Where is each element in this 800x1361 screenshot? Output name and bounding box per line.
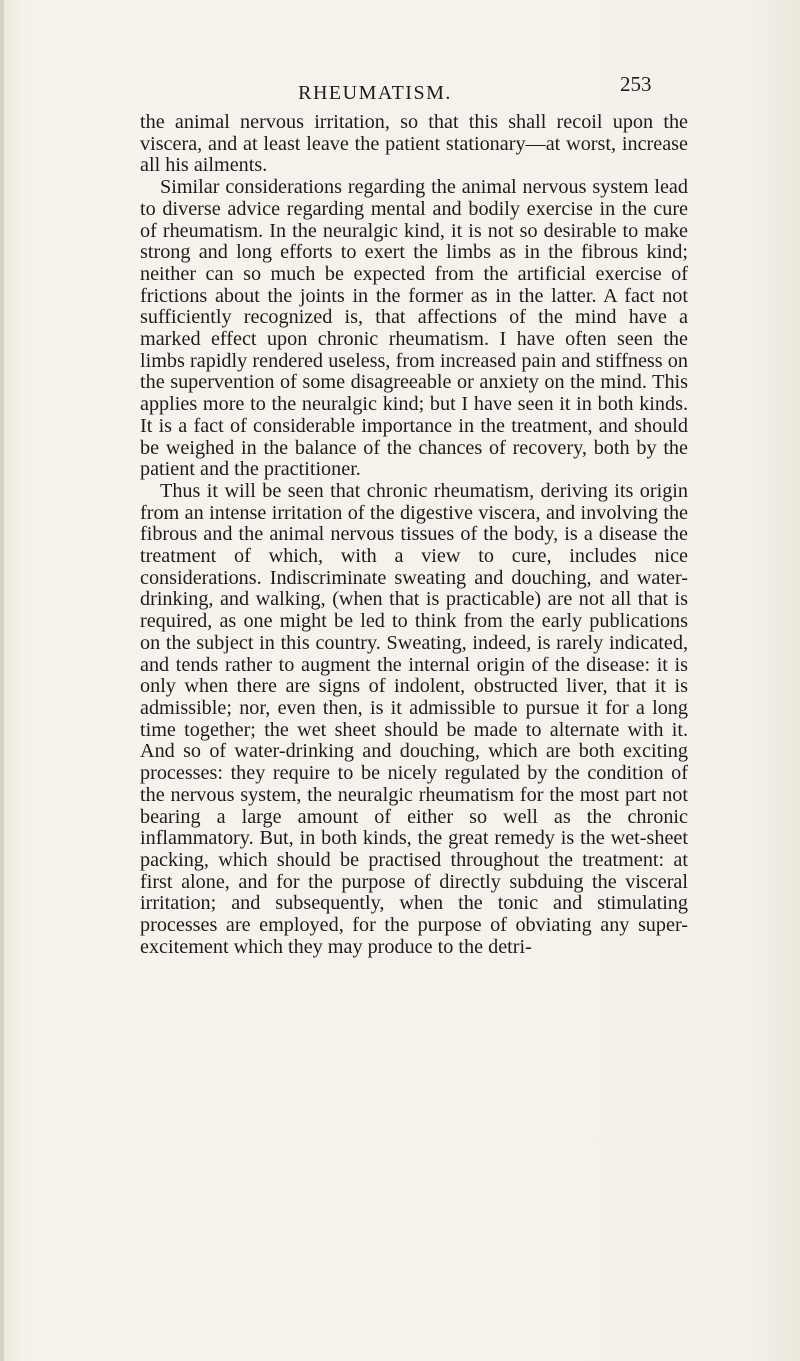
body-text [140,112,688,958]
running-head-title: RHEUMATISM. [298,82,452,104]
paragraph-2: Similar considerations regarding the animal nervous system lead to diverse advice regarding mental and bodily exercise in the cure of rheumatism. In the neuralgic kind, it is not so desirable to make strong and long efforts to exert the limbs as in the fibrous kind; neither can so much be expected from the artificial exercise of frictions about the joints in the former as in the latter. A fact not sufficiently recognized is, that affections of the mind have a marked effect upon chronic rheumatism. I have often seen the limbs rapidly rendered useless, from increased pain and stiffness on the supervention of some disagreeable or anxiety on the mind. This applies more to the neuralgic kind; but I have seen it in both kinds. It is a fact of considerable importance in the treatment, and should be weighed in the balance of the chances of recovery, both by the patient and the practitioner. [140,176,688,481]
running-head [0,72,800,112]
paragraph-3: Thus it will be seen that chronic rheumatism, deriving its origin from an intense irritation of the digestive viscera, and involving the fibrous and the animal nervous tissues of the body, is a disease the treatment of which, with a view to cure, includes nice considerations. Indiscriminate sweating and douching, and water-drinking, and walking, (when that is practicable) are not all that is required, as one might be led to think from the early publications on the subject in this country. Sweating, indeed, is rarely indicated, and tends rather to augment the internal origin of the disease: it is only when there are signs of indolent, obstructed liver, that it is admissible; nor, even then, is it admissible to pursue it for a long time together; the wet sheet should be made to alternate with it. And so of water-drinking and douching, which are both exciting processes: they require to be nicely regulated by the condition of the nervous system, the neuralgic rheumatism for the most part not bearing a large amount of either so well as the chronic inflammatory. But, in both kinds, the great remedy is the wet-sheet packing, which should be practised throughout the treatment: at first alone, and for the purpose of directly subduing the visceral irritation; and subsequently, when the tonic and stimulating processes are employed, for the purpose of obviating any super-excitement which they may produce to the detri- [140,479,688,958]
page-number: 253 [620,72,652,96]
paragraph-1: the animal nervous irritation, so that this shall recoil upon the viscera, and at least leave the patient stationary—at worst, increase all his ailments. [140,111,688,177]
page-binding-edge [0,0,4,1361]
